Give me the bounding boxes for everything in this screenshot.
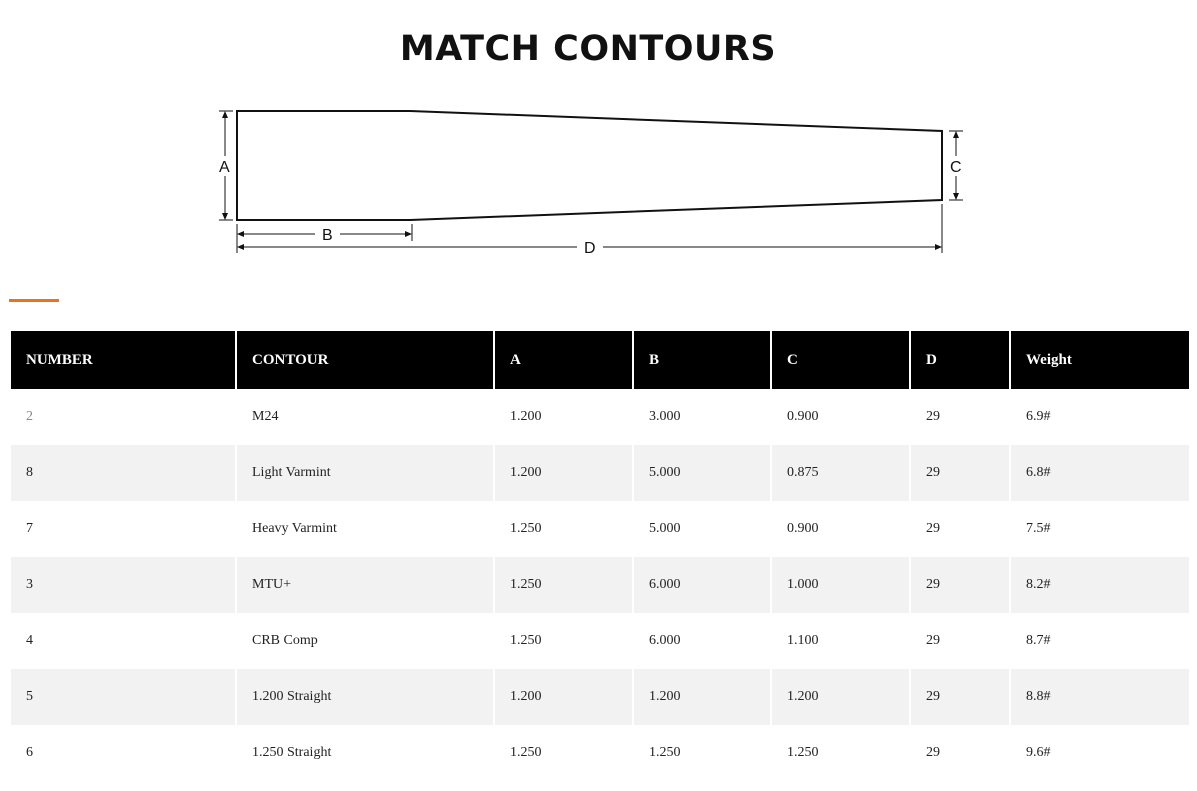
cell-d: 29 bbox=[911, 445, 1009, 501]
header-a: A bbox=[495, 329, 632, 389]
cell-contour: 1.250 Straight bbox=[237, 725, 493, 781]
cell-weight: 8.7# bbox=[1011, 613, 1189, 669]
cell-b: 6.000 bbox=[634, 613, 770, 669]
barrel-contour-diagram bbox=[205, 96, 965, 266]
cell-b: 6.000 bbox=[634, 557, 770, 613]
cell-contour: 1.200 Straight bbox=[237, 669, 493, 725]
header-weight: Weight bbox=[1011, 329, 1189, 389]
cell-b: 5.000 bbox=[634, 501, 770, 557]
cell-contour: Heavy Varmint bbox=[237, 501, 493, 557]
header-c: C bbox=[772, 329, 909, 389]
cell-d: 29 bbox=[911, 669, 1009, 725]
cell-d: 29 bbox=[911, 501, 1009, 557]
cell-d: 29 bbox=[911, 725, 1009, 781]
cell-contour: Light Varmint bbox=[237, 445, 493, 501]
table-header-row bbox=[11, 329, 1189, 389]
table-row bbox=[11, 613, 1189, 669]
cell-c: 1.000 bbox=[772, 557, 909, 613]
cell-c: 1.200 bbox=[772, 669, 909, 725]
table-row bbox=[11, 389, 1189, 445]
table-row bbox=[11, 669, 1189, 725]
cell-d: 29 bbox=[911, 389, 1009, 445]
cell-weight: 6.9# bbox=[1011, 389, 1189, 445]
cell-number: 6 bbox=[11, 725, 235, 781]
cell-number: 8 bbox=[11, 445, 235, 501]
cell-c: 0.875 bbox=[772, 445, 909, 501]
header-number: NUMBER bbox=[11, 329, 235, 389]
cell-a: 1.250 bbox=[495, 557, 632, 613]
cell-a: 1.200 bbox=[495, 669, 632, 725]
header-b: B bbox=[634, 329, 770, 389]
cell-b: 1.200 bbox=[634, 669, 770, 725]
cell-weight: 9.6# bbox=[1011, 725, 1189, 781]
dimension-label-b: B bbox=[322, 227, 333, 244]
cell-c: 1.100 bbox=[772, 613, 909, 669]
cell-b: 5.000 bbox=[634, 445, 770, 501]
table-row bbox=[11, 445, 1189, 501]
cell-weight: 7.5# bbox=[1011, 501, 1189, 557]
cell-c: 0.900 bbox=[772, 389, 909, 445]
cell-number: 4 bbox=[11, 613, 235, 669]
cell-a: 1.200 bbox=[495, 389, 632, 445]
cell-number: 3 bbox=[11, 557, 235, 613]
cell-d: 29 bbox=[911, 557, 1009, 613]
barrel-outline bbox=[237, 111, 942, 220]
cell-weight: 6.8# bbox=[1011, 445, 1189, 501]
cell-number: 5 bbox=[11, 669, 235, 725]
accent-divider bbox=[9, 299, 59, 302]
cell-d: 29 bbox=[911, 613, 1009, 669]
header-d: D bbox=[911, 329, 1009, 389]
dimension-label-c: C bbox=[950, 159, 962, 176]
cell-contour: CRB Comp bbox=[237, 613, 493, 669]
cell-a: 1.250 bbox=[495, 613, 632, 669]
cell-c: 0.900 bbox=[772, 501, 909, 557]
cell-a: 1.250 bbox=[495, 501, 632, 557]
table-row bbox=[11, 725, 1189, 781]
page-title: MATCH CONTOURS bbox=[399, 29, 777, 70]
cell-b: 1.250 bbox=[634, 725, 770, 781]
dimension-label-d: D bbox=[584, 240, 596, 257]
cell-contour: M24 bbox=[237, 389, 493, 445]
cell-weight: 8.8# bbox=[1011, 669, 1189, 725]
cell-number: 7 bbox=[11, 501, 235, 557]
table-row bbox=[11, 501, 1189, 557]
cell-weight: 8.2# bbox=[1011, 557, 1189, 613]
cell-contour: MTU+ bbox=[237, 557, 493, 613]
cell-b: 3.000 bbox=[634, 389, 770, 445]
cell-c: 1.250 bbox=[772, 725, 909, 781]
cell-number: 2 bbox=[11, 389, 235, 445]
cell-a: 1.200 bbox=[495, 445, 632, 501]
table-row bbox=[11, 557, 1189, 613]
header-contour: CONTOUR bbox=[237, 329, 493, 389]
dimension-label-a: A bbox=[219, 159, 230, 176]
cell-a: 1.250 bbox=[495, 725, 632, 781]
contours-table bbox=[9, 329, 1191, 781]
